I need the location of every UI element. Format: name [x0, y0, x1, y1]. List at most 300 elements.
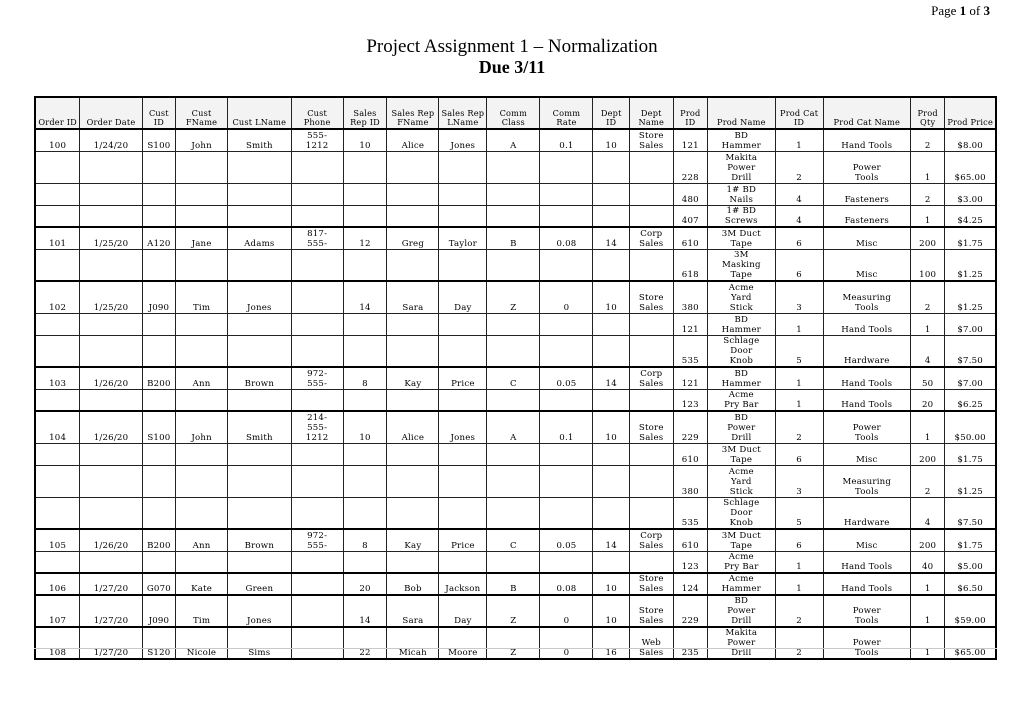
cell-dept-id [593, 151, 629, 183]
cell-cust-fname [176, 313, 228, 335]
cell-cust-lname [228, 313, 292, 335]
cell-prod-qty: 2 [911, 465, 945, 497]
cell-prod-price: $8.00 [945, 129, 996, 151]
column-header-cust-lname: Cust LName [228, 97, 292, 129]
cell-prod-cat-id: 1 [775, 129, 823, 151]
cell-prod-cat-name: Hand Tools [823, 313, 910, 335]
cell-cust-phone [291, 183, 343, 205]
cell-cust-phone: 972- 555- [291, 367, 343, 389]
cell-prod-cat-name: Power Tools [823, 627, 910, 659]
cell-prod-cat-name: Hand Tools [823, 573, 910, 595]
cell-sales-rep-id [343, 443, 387, 465]
cell-sales-rep-lname [439, 205, 487, 227]
column-header-dept-name: Dept Name [629, 97, 673, 129]
cell-cust-id: B200 [142, 529, 175, 551]
cell-sales-rep-fname: Alice [387, 129, 439, 151]
cell-sales-rep-lname [439, 389, 487, 411]
cell-prod-cat-id: 1 [775, 313, 823, 335]
cell-comm-rate: 0.1 [540, 411, 593, 443]
cell-sales-rep-lname: Day [439, 595, 487, 627]
cell-order-id: 106 [35, 573, 80, 595]
table-body [35, 129, 996, 659]
cell-dept-id: 10 [593, 129, 629, 151]
cell-comm-class: Z [487, 627, 540, 659]
cell-comm-rate: 0.1 [540, 129, 593, 151]
cell-cust-id: J090 [142, 595, 175, 627]
table-row [35, 411, 996, 443]
cell-cust-id [142, 443, 175, 465]
cell-prod-name: BD Hammer [707, 367, 775, 389]
table-row [35, 497, 996, 529]
cell-prod-id: 610 [673, 443, 707, 465]
column-header-cust-id: Cust ID [142, 97, 175, 129]
cell-cust-lname [228, 551, 292, 573]
cell-prod-id: 124 [673, 573, 707, 595]
page-number [931, 3, 990, 19]
cell-dept-id [593, 389, 629, 411]
cell-sales-rep-id [343, 183, 387, 205]
cell-order-id: 103 [35, 367, 80, 389]
cell-order-date [80, 389, 142, 411]
cell-sales-rep-fname: Greg [387, 227, 439, 249]
cell-prod-price: $1.25 [945, 281, 996, 313]
cell-dept-name: Web Sales [629, 627, 673, 659]
cell-prod-qty: 4 [911, 497, 945, 529]
cell-cust-fname: Jane [176, 227, 228, 249]
cell-comm-class [487, 151, 540, 183]
column-header-comm-rate: Comm Rate [540, 97, 593, 129]
cell-prod-name: Acme Yard Stick [707, 281, 775, 313]
cell-dept-name [629, 497, 673, 529]
cell-cust-id [142, 389, 175, 411]
cell-cust-fname [176, 465, 228, 497]
cell-dept-name: Store Sales [629, 573, 673, 595]
document-due-date: Due 3/11 [478, 57, 546, 77]
cell-sales-rep-lname: Moore [439, 627, 487, 659]
cell-prod-cat-id: 5 [775, 335, 823, 367]
cell-prod-cat-id: 1 [775, 367, 823, 389]
cell-prod-cat-name: Hand Tools [823, 551, 910, 573]
cell-order-date [80, 551, 142, 573]
cell-sales-rep-id [343, 465, 387, 497]
cell-sales-rep-id [343, 335, 387, 367]
cell-cust-id [142, 497, 175, 529]
cell-order-id: 105 [35, 529, 80, 551]
cell-prod-cat-id: 3 [775, 281, 823, 313]
cell-prod-cat-id: 1 [775, 389, 823, 411]
cell-comm-class: A [487, 411, 540, 443]
cell-prod-name: Acme Yard Stick [707, 465, 775, 497]
cell-prod-qty: 1 [911, 573, 945, 595]
cell-prod-price: $3.00 [945, 183, 996, 205]
cell-cust-fname [176, 551, 228, 573]
cell-cust-phone: 214- 555- 1212 [291, 411, 343, 443]
cell-cust-lname: Jones [228, 281, 292, 313]
cell-sales-rep-fname [387, 389, 439, 411]
order-table [34, 96, 997, 660]
cell-sales-rep-lname: Taylor [439, 227, 487, 249]
cell-comm-rate [540, 313, 593, 335]
column-header-order-date: Order Date [80, 97, 142, 129]
cell-prod-cat-name: Fasteners [823, 205, 910, 227]
cell-order-id [35, 205, 80, 227]
cell-sales-rep-lname: Jackson [439, 573, 487, 595]
cell-dept-id [593, 465, 629, 497]
cell-order-id [35, 183, 80, 205]
cell-prod-cat-id: 2 [775, 595, 823, 627]
cell-comm-class [487, 183, 540, 205]
cell-prod-cat-name: Hardware [823, 497, 910, 529]
table-row [35, 129, 996, 151]
cell-comm-rate: 0.05 [540, 367, 593, 389]
cell-comm-rate: 0 [540, 281, 593, 313]
table-row [35, 205, 996, 227]
cell-prod-cat-name: Measuring Tools [823, 281, 910, 313]
cell-comm-class [487, 205, 540, 227]
cell-cust-phone [291, 627, 343, 659]
table-row [35, 627, 996, 659]
cell-cust-lname: Jones [228, 595, 292, 627]
cell-cust-phone: 817- 555- [291, 227, 343, 249]
cell-prod-qty: 200 [911, 443, 945, 465]
cell-sales-rep-fname: Sara [387, 595, 439, 627]
cell-prod-qty: 20 [911, 389, 945, 411]
cell-dept-name [629, 465, 673, 497]
cell-cust-phone: 555- 1212 [291, 129, 343, 151]
cell-cust-id: A120 [142, 227, 175, 249]
column-header-sales-rep-fname: Sales Rep FName [387, 97, 439, 129]
cell-cust-lname: Green [228, 573, 292, 595]
cell-order-date: 1/25/20 [80, 227, 142, 249]
cell-cust-lname [228, 465, 292, 497]
cell-order-id [35, 465, 80, 497]
cell-sales-rep-lname: Day [439, 281, 487, 313]
cell-cust-fname: Tim [176, 281, 228, 313]
cell-comm-rate: 0 [540, 595, 593, 627]
cell-order-date: 1/26/20 [80, 367, 142, 389]
footer-rule [34, 648, 997, 649]
cell-prod-qty: 4 [911, 335, 945, 367]
cell-prod-price: $59.00 [945, 595, 996, 627]
cell-cust-fname [176, 443, 228, 465]
cell-order-id: 108 [35, 627, 80, 659]
cell-prod-price: $6.25 [945, 389, 996, 411]
cell-prod-id: 535 [673, 497, 707, 529]
cell-comm-rate [540, 183, 593, 205]
cell-prod-price: $1.75 [945, 227, 996, 249]
cell-cust-lname: Smith [228, 411, 292, 443]
cell-prod-id: 535 [673, 335, 707, 367]
cell-cust-lname [228, 497, 292, 529]
cell-cust-fname: Kate [176, 573, 228, 595]
cell-prod-price: $1.25 [945, 249, 996, 281]
cell-prod-cat-name: Hand Tools [823, 367, 910, 389]
cell-cust-phone [291, 249, 343, 281]
column-header-prod-cat-name: Prod Cat Name [823, 97, 910, 129]
cell-sales-rep-fname: Alice [387, 411, 439, 443]
cell-cust-phone [291, 389, 343, 411]
cell-prod-id: 228 [673, 151, 707, 183]
cell-cust-lname [228, 335, 292, 367]
cell-sales-rep-fname [387, 313, 439, 335]
cell-prod-qty: 2 [911, 281, 945, 313]
cell-prod-cat-name: Hand Tools [823, 129, 910, 151]
column-header-prod-cat-id: Prod Cat ID [775, 97, 823, 129]
cell-sales-rep-fname [387, 249, 439, 281]
document-title: Project Assignment 1 – Normalization [366, 36, 658, 57]
table-row [35, 227, 996, 249]
cell-cust-id: S100 [142, 411, 175, 443]
cell-sales-rep-lname [439, 183, 487, 205]
cell-prod-name: Acme Hammer [707, 573, 775, 595]
cell-comm-class: C [487, 367, 540, 389]
cell-order-date [80, 151, 142, 183]
cell-prod-qty: 1 [911, 313, 945, 335]
cell-sales-rep-fname: Kay [387, 367, 439, 389]
cell-sales-rep-fname [387, 465, 439, 497]
cell-sales-rep-lname: Jones [439, 411, 487, 443]
cell-prod-price: $5.00 [945, 551, 996, 573]
cell-sales-rep-fname [387, 335, 439, 367]
cell-comm-rate: 0.08 [540, 227, 593, 249]
cell-cust-id [142, 313, 175, 335]
cell-cust-id [142, 551, 175, 573]
cell-prod-cat-id: 2 [775, 627, 823, 659]
cell-prod-id: 618 [673, 249, 707, 281]
cell-cust-phone [291, 335, 343, 367]
cell-sales-rep-lname [439, 249, 487, 281]
cell-prod-cat-name: Hand Tools [823, 389, 910, 411]
cell-sales-rep-fname: Sara [387, 281, 439, 313]
cell-sales-rep-fname: Bob [387, 573, 439, 595]
cell-cust-fname [176, 249, 228, 281]
cell-prod-price: $7.00 [945, 367, 996, 389]
cell-sales-rep-id: 10 [343, 411, 387, 443]
table-row [35, 573, 996, 595]
cell-cust-fname [176, 389, 228, 411]
cell-prod-cat-name: Power Tools [823, 151, 910, 183]
cell-dept-name: Corp Sales [629, 367, 673, 389]
cell-cust-phone [291, 313, 343, 335]
table-row [35, 313, 996, 335]
table-row [35, 595, 996, 627]
cell-cust-phone [291, 281, 343, 313]
cell-prod-price: $1.75 [945, 529, 996, 551]
cell-prod-name: 1# BD Screws [707, 205, 775, 227]
table-row [35, 443, 996, 465]
cell-dept-id [593, 205, 629, 227]
cell-dept-id: 10 [593, 281, 629, 313]
cell-order-id [35, 389, 80, 411]
cell-sales-rep-fname [387, 205, 439, 227]
cell-prod-cat-id: 4 [775, 205, 823, 227]
cell-prod-price: $65.00 [945, 151, 996, 183]
cell-dept-id [593, 551, 629, 573]
cell-prod-cat-id: 6 [775, 443, 823, 465]
cell-prod-id: 380 [673, 281, 707, 313]
cell-comm-rate [540, 389, 593, 411]
cell-cust-lname: Brown [228, 367, 292, 389]
cell-comm-class [487, 497, 540, 529]
cell-prod-price: $65.00 [945, 627, 996, 659]
cell-dept-id: 10 [593, 595, 629, 627]
cell-prod-qty: 1 [911, 151, 945, 183]
cell-cust-lname [228, 183, 292, 205]
cell-prod-qty: 200 [911, 529, 945, 551]
cell-prod-name: Schlage Door Knob [707, 497, 775, 529]
cell-comm-class [487, 389, 540, 411]
cell-sales-rep-id: 14 [343, 595, 387, 627]
cell-prod-id: 123 [673, 389, 707, 411]
column-header-prod-id: Prod ID [673, 97, 707, 129]
cell-cust-lname [228, 249, 292, 281]
cell-order-date: 1/26/20 [80, 411, 142, 443]
cell-cust-lname: Adams [228, 227, 292, 249]
cell-comm-rate: 0.05 [540, 529, 593, 551]
cell-cust-id: S100 [142, 129, 175, 151]
cell-comm-class: B [487, 573, 540, 595]
cell-prod-name: BD Power Drill [707, 595, 775, 627]
cell-prod-cat-name: Measuring Tools [823, 465, 910, 497]
cell-dept-id [593, 497, 629, 529]
cell-sales-rep-lname [439, 497, 487, 529]
cell-prod-cat-id: 4 [775, 183, 823, 205]
cell-sales-rep-lname [439, 443, 487, 465]
cell-prod-qty: 100 [911, 249, 945, 281]
cell-comm-class: A [487, 129, 540, 151]
cell-cust-fname [176, 497, 228, 529]
cell-dept-name [629, 313, 673, 335]
table-row [35, 367, 996, 389]
cell-prod-id: 121 [673, 313, 707, 335]
cell-dept-name: Store Sales [629, 411, 673, 443]
cell-prod-id: 121 [673, 367, 707, 389]
cell-comm-rate [540, 465, 593, 497]
table-row [35, 529, 996, 551]
cell-sales-rep-lname [439, 335, 487, 367]
cell-order-date [80, 249, 142, 281]
cell-sales-rep-id [343, 249, 387, 281]
cell-order-id: 100 [35, 129, 80, 151]
cell-cust-id [142, 249, 175, 281]
cell-comm-rate [540, 205, 593, 227]
cell-prod-cat-id: 3 [775, 465, 823, 497]
cell-dept-name [629, 335, 673, 367]
cell-prod-qty: 200 [911, 227, 945, 249]
cell-cust-fname: Tim [176, 595, 228, 627]
cell-sales-rep-fname [387, 497, 439, 529]
cell-prod-cat-id: 1 [775, 551, 823, 573]
cell-prod-name: Schlage Door Knob [707, 335, 775, 367]
cell-prod-name: 3M Duct Tape [707, 227, 775, 249]
cell-comm-class [487, 249, 540, 281]
cell-cust-phone [291, 551, 343, 573]
cell-cust-phone [291, 573, 343, 595]
cell-sales-rep-lname: Jones [439, 129, 487, 151]
cell-sales-rep-fname [387, 183, 439, 205]
cell-comm-class [487, 465, 540, 497]
cell-dept-id: 10 [593, 411, 629, 443]
cell-sales-rep-fname [387, 443, 439, 465]
cell-prod-price: $1.75 [945, 443, 996, 465]
cell-sales-rep-id [343, 389, 387, 411]
cell-dept-id: 16 [593, 627, 629, 659]
cell-comm-class [487, 551, 540, 573]
cell-prod-qty: 2 [911, 129, 945, 151]
cell-cust-fname: Ann [176, 529, 228, 551]
cell-cust-phone [291, 151, 343, 183]
cell-prod-cat-id: 2 [775, 151, 823, 183]
cell-prod-price: $7.00 [945, 313, 996, 335]
cell-cust-id: B200 [142, 367, 175, 389]
cell-cust-fname [176, 183, 228, 205]
cell-prod-name: Makita Power Drill [707, 151, 775, 183]
cell-prod-qty: 1 [911, 205, 945, 227]
cell-dept-name: Corp Sales [629, 227, 673, 249]
cell-sales-rep-id: 14 [343, 281, 387, 313]
cell-dept-id: 14 [593, 367, 629, 389]
cell-cust-phone: 972- 555- [291, 529, 343, 551]
cell-comm-class [487, 313, 540, 335]
cell-prod-name: Acme Pry Bar [707, 389, 775, 411]
cell-dept-name: Store Sales [629, 129, 673, 151]
cell-prod-cat-id: 5 [775, 497, 823, 529]
cell-sales-rep-id [343, 497, 387, 529]
cell-sales-rep-fname: Kay [387, 529, 439, 551]
table-header-row [35, 97, 996, 129]
column-header-dept-id: Dept ID [593, 97, 629, 129]
cell-prod-cat-name: Misc [823, 529, 910, 551]
cell-dept-name [629, 205, 673, 227]
cell-cust-phone [291, 443, 343, 465]
cell-prod-cat-id: 6 [775, 249, 823, 281]
cell-cust-fname [176, 151, 228, 183]
cell-prod-id: 235 [673, 627, 707, 659]
cell-prod-qty: 1 [911, 627, 945, 659]
cell-order-id [35, 443, 80, 465]
cell-prod-id: 480 [673, 183, 707, 205]
table-row [35, 389, 996, 411]
cell-prod-id: 610 [673, 227, 707, 249]
table-row [35, 281, 996, 313]
cell-cust-phone [291, 465, 343, 497]
cell-cust-lname: Brown [228, 529, 292, 551]
cell-sales-rep-fname [387, 151, 439, 183]
cell-sales-rep-lname: Price [439, 367, 487, 389]
cell-order-date: 1/25/20 [80, 281, 142, 313]
cell-sales-rep-lname: Price [439, 529, 487, 551]
cell-cust-lname: Sims [228, 627, 292, 659]
cell-dept-name [629, 443, 673, 465]
cell-sales-rep-lname [439, 551, 487, 573]
cell-cust-id: S120 [142, 627, 175, 659]
cell-cust-phone [291, 497, 343, 529]
cell-prod-qty: 50 [911, 367, 945, 389]
cell-cust-id [142, 335, 175, 367]
cell-sales-rep-lname [439, 465, 487, 497]
column-header-cust-phone: Cust Phone [291, 97, 343, 129]
column-header-sales-rep-lname: Sales Rep LName [439, 97, 487, 129]
page-total: 3 [983, 3, 990, 18]
cell-order-id [35, 497, 80, 529]
cell-prod-price: $7.50 [945, 335, 996, 367]
cell-comm-rate [540, 249, 593, 281]
cell-prod-price: $7.50 [945, 497, 996, 529]
cell-prod-cat-name: Misc [823, 443, 910, 465]
cell-cust-id: G070 [142, 573, 175, 595]
cell-dept-id [593, 183, 629, 205]
cell-prod-cat-name: Power Tools [823, 595, 910, 627]
